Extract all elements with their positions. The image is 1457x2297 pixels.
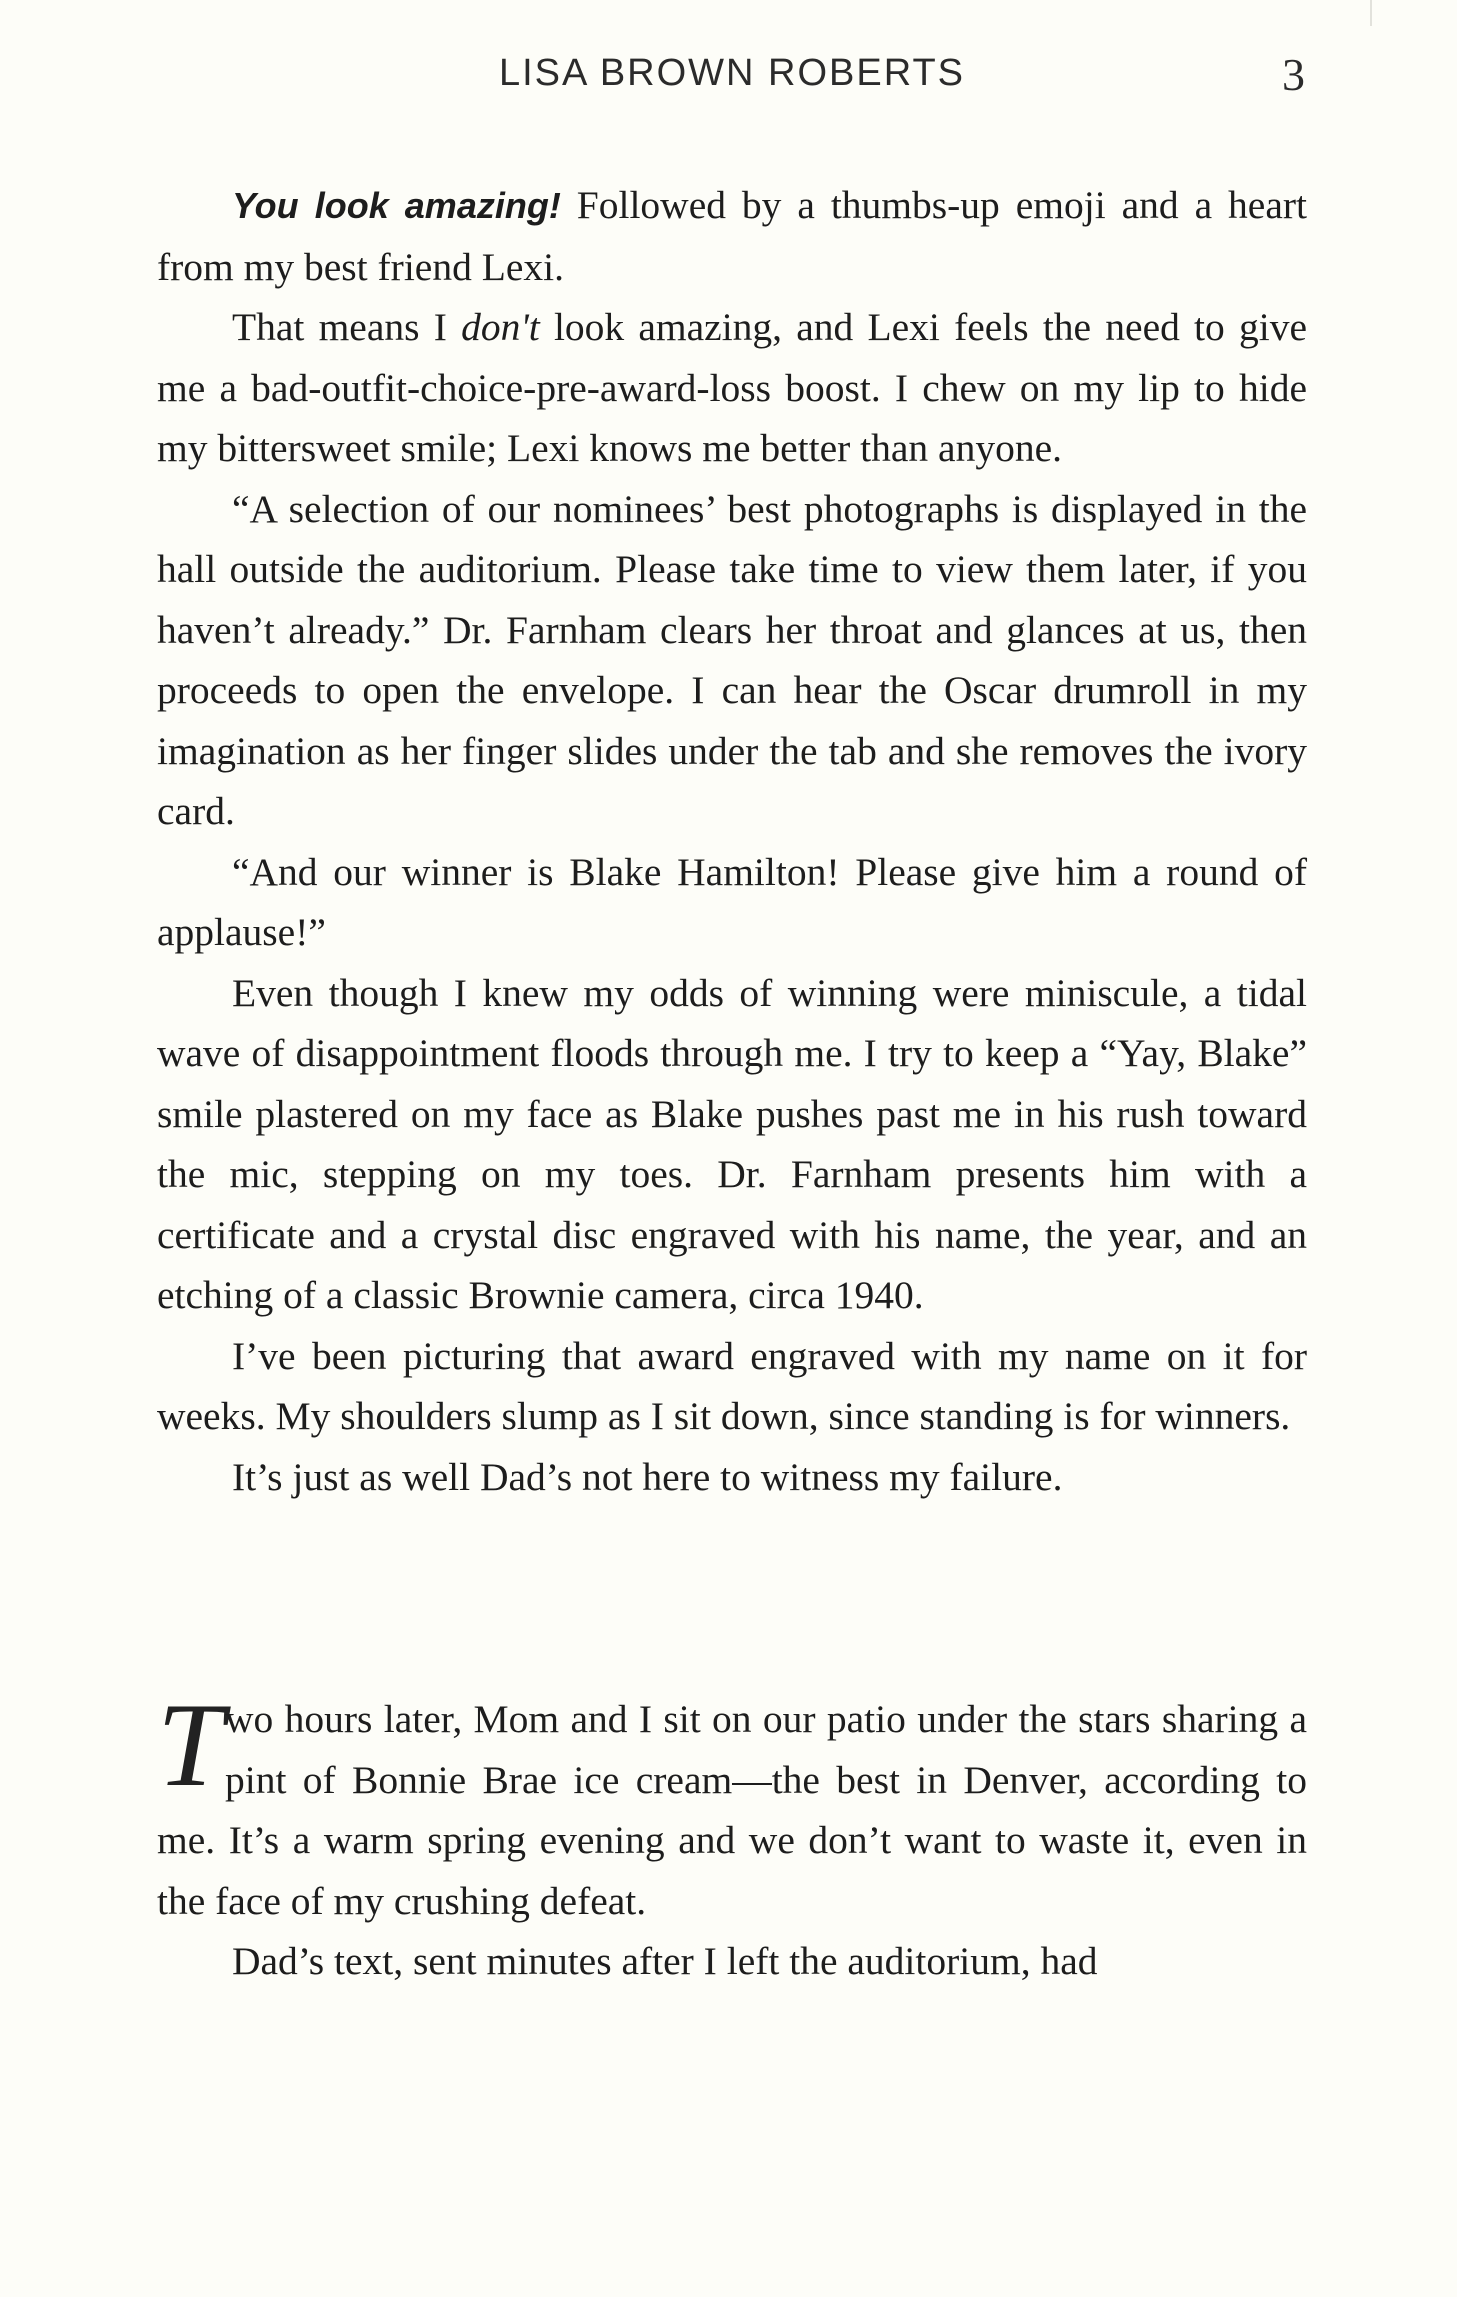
paragraph-4: “And our winner is Blake Hamilton! Please give him a round of applause!” (157, 849, 1307, 954)
running-head (0, 48, 1457, 108)
author-name: LISA BROWN ROBERTS (498, 52, 966, 94)
paragraph-8 (157, 1678, 1307, 1931)
paragraph-7: It’s just as well Dad’s not here to witness my failure. (232, 1454, 1063, 1499)
paragraph-5: Even though I knew my odds of winning were miniscule, a tidal wave of disappointment floods through me. I try to keep a “Yay, Blake” smile plastered on my face as Blake pushes past me in his rush toward the mic, stepping on my toes. Dr. Farnham presents him with a certificate and a crystal disc engraved with his name, the year, and an etching of a classic Brownie camera, circa 1940. (157, 970, 1307, 1317)
paragraph-1 (157, 175, 1307, 297)
emphasis-word: don't (461, 305, 540, 349)
paragraph-2-before: That means I (232, 305, 462, 349)
scan-artifact (1370, 0, 1372, 26)
text-message: You look amazing! (232, 185, 561, 226)
paragraph-2 (157, 297, 1307, 479)
page-number: 3 (1282, 49, 1305, 100)
paragraph-9: Dad’s text, sent minutes after I left the auditorium, had (232, 1939, 1098, 1983)
paragraph-2-after: look amazing, and Lexi feels the need to give me a bad-outfit-choice-pre-award-loss boost. I chew on my lip to hide my bittersweet smile; Lexi knows me better than anyone. (157, 305, 1307, 470)
body-text (157, 175, 1307, 1992)
paragraph-6: I’ve been picturing that award engraved with my name on it for weeks. My shoulders slump as I sit down, since standing is for winners. (157, 1333, 1307, 1438)
section-break (157, 1507, 1307, 1689)
paragraph-8-text: wo hours later, Mom and I sit on our patio under the stars sharing a pint of Bonnie Brae ice cream—the best in Denver, according to me. It’s a warm spring evening and we don’t want to waste it, even in the face of my crushing defeat. (157, 1697, 1307, 1923)
paragraph-1-text: Followed by a thumbs-up emoji and a heart from my best friend Lexi. (157, 183, 1307, 289)
paragraph-3: “A selection of our nominees’ best photographs is displayed in the hall outside the auditorium. Please take time to view them later, if you haven’t already.” Dr. Farnham clears her throat and glances at us, then proceeds to open the envelope. I can hear the Oscar drumroll in my imagination as her finger slides under the tab and she removes the ivory card. (157, 486, 1307, 833)
drop-cap: T (157, 1678, 224, 1811)
